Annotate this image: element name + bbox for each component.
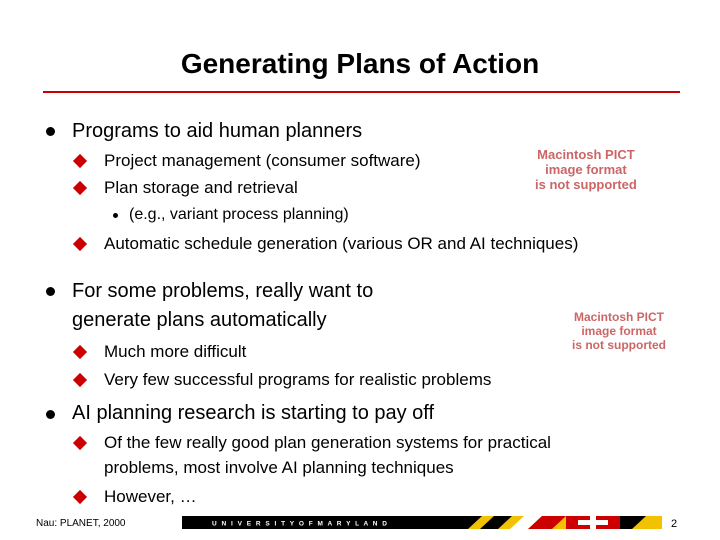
slide-title: Generating Plans of Action (180, 48, 540, 79)
bullet-2-2-text: Very few successful programs for realistic problems (104, 370, 492, 389)
unsupported-image-placeholder (535, 148, 637, 193)
placeholder-line: image format (581, 323, 657, 338)
bullet-1-1-text: Project management (consumer software) (104, 151, 421, 170)
bullet-1-text: Programs to aid human planners (72, 120, 363, 142)
small-dot-bullet-icon (113, 213, 118, 218)
bullet-3-text: AI planning research is starting to pay off (72, 402, 435, 424)
diamond-bullet-icon (73, 181, 87, 195)
placeholder-line: is not supported (572, 337, 666, 352)
bullet-2-text-line1: For some problems, really want to (72, 280, 374, 302)
bullet-2-1-text: Much more difficult (104, 342, 247, 361)
bullet-2-text-line2: generate plans automatically (72, 309, 327, 331)
title-divider (43, 91, 680, 93)
bullet-3-2-text: However, … (104, 487, 197, 506)
diamond-bullet-icon (73, 490, 87, 504)
placeholder-line: Macintosh PICT (537, 147, 635, 162)
bullet-3-1-text-line2: problems, most involve AI planning techniques (104, 458, 454, 477)
placeholder-line: image format (545, 161, 627, 177)
diamond-bullet-icon (73, 373, 87, 387)
bullet-dot-icon (46, 127, 55, 136)
diamond-bullet-icon (73, 154, 87, 168)
unsupported-image-placeholder (572, 311, 666, 352)
footer-credit: Nau: PLANET, 2000 (36, 518, 126, 529)
bullet-3-1-text-line1: Of the few really good plan generation systems for practical (104, 433, 551, 452)
placeholder-line: Macintosh PICT (573, 310, 664, 324)
bullet-1-2-text: Plan storage and retrieval (104, 178, 298, 197)
placeholder-line: is not supported (535, 176, 637, 192)
maryland-flag-icon (444, 516, 662, 529)
bullet-1-2-1-text: (e.g., variant process planning) (129, 206, 349, 223)
page-number: 2 (671, 518, 678, 530)
diamond-bullet-icon (73, 436, 87, 450)
diamond-bullet-icon (73, 345, 87, 359)
bullet-dot-icon (46, 410, 55, 419)
bullet-dot-icon (46, 287, 55, 296)
diamond-bullet-icon (73, 237, 87, 251)
banner-text: U N I V E R S I T Y O F M A R Y L A N D (212, 520, 389, 528)
university-banner (182, 516, 662, 529)
bullet-1-3-text: Automatic schedule generation (various OR and AI techniques) (104, 234, 579, 253)
